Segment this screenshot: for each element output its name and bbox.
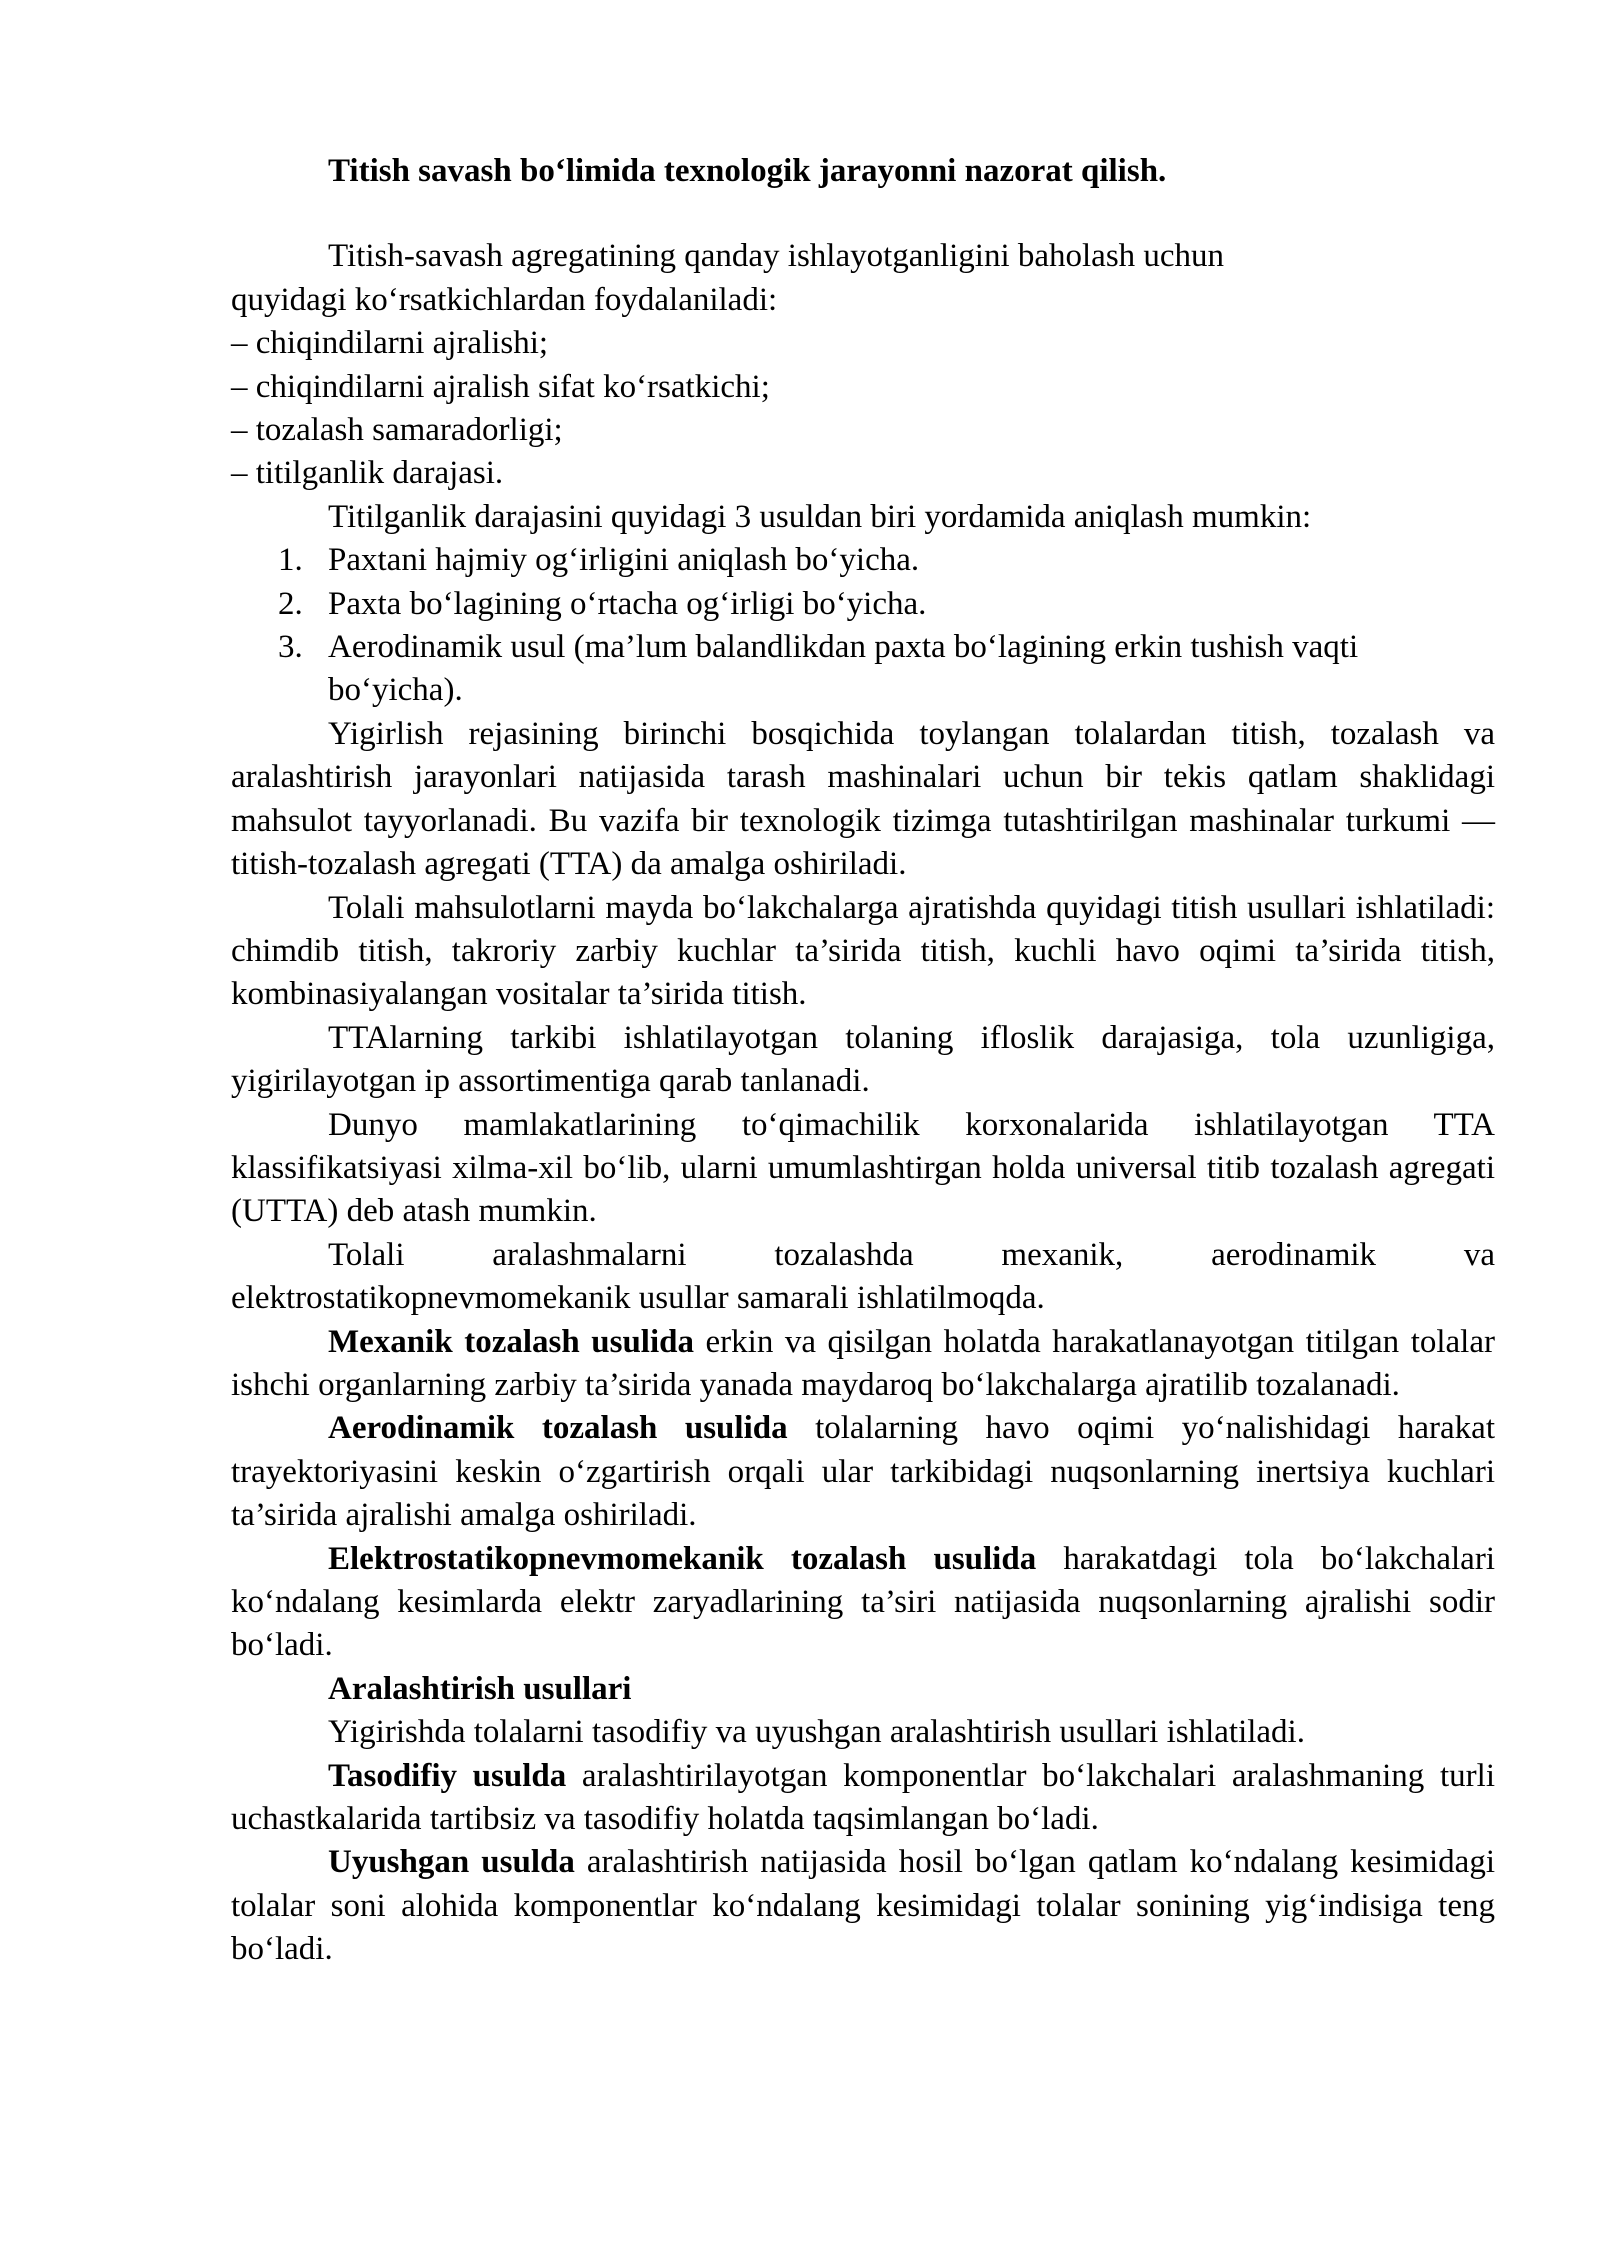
paragraph-electrostatic-cleaning <box>231 1538 1495 1668</box>
text-organized: aralashtirish natijasida hosil bo‘lgan qatlam ko‘ndalang kesimidagi tolalar soni alohida komponentlar ko‘ndalang kesimidagi tolalar sonining yig‘indisiga teng bo‘ladi. <box>231 1844 1495 1968</box>
text-mechanical: erkin va qisilgan holatda harakatlanayotgan titilgan tolalar ishchi organlarning zarbiy ta’sirida yanada maydaroq bo‘lakchalarga ajratilib tozalanadi. <box>231 1323 1495 1403</box>
method-number: 1. <box>278 542 303 579</box>
method-item <box>278 539 1495 582</box>
text-electrostatic: harakatdagi tola bo‘lakchalari ko‘ndalang kesimlarda elektr zaryadlarining ta’siri natijasida nuqsonlarning ajralishi sodir bo‘ladi. <box>231 1540 1495 1664</box>
text-random: aralashtirilayotgan komponentlar bo‘lakchalari aralashmaning turli uchastkalarida tartibsiz va tasodifiy holatda taqsimlangan bo‘ladi. <box>231 1757 1495 1838</box>
indicator-item: – tozalash samaradorligi; <box>231 412 563 449</box>
method-text: Paxta bo‘lagining o‘rtacha og‘irligi bo‘yicha. <box>328 585 927 622</box>
paragraph-spinning-plan: Yigirlish rejasining birinchi bosqichida toylangan tolalardan titish, tozalash va aralashtirish jarayonlari natijasida tarash mashinalari uchun bir tekis qatlam shaklidagi mahsulot tayyorlanadi. Bu vazifa bir texnologik tizimga tutashtirilgan mashinalar turkumi — titish-tozalash agregati (TTA) da amalga oshiriladi. <box>231 715 1495 883</box>
subheading-text: Aralashtirish usullari <box>328 1670 632 1707</box>
paragraph-tta-classification: Dunyo mamlakatlarining to‘qimachilik korxonalarida ishlatilayotgan TTA klassifikatsiyasi xilma-xil bo‘lib, ularni umumlashtirgan holda universal titib tozalash agregati (UTTA) deb atash mumkin. <box>231 1106 1495 1230</box>
paragraph-tta-composition: TTAlarning tarkibi ishlatilayotgan tolaning ifloslik darajasiga, tola uzunligiga, yigirilayotgan ip assortimentiga qarab tanlanadi. <box>231 1019 1495 1100</box>
methods-intro: Titilganlik darajasini quyidagi 3 usuldan biri yordamida aniqlash mumkin: <box>328 498 1312 535</box>
intro-line-2: quyidagi ko‘rsatkichlardan foydalaniladi: <box>231 281 778 318</box>
method-item <box>278 626 1495 713</box>
document-page <box>231 150 1495 1972</box>
term-organized: Uyushgan usulda <box>328 1844 575 1881</box>
document-title: Titish savash bo‘limida texnologik jarayonni nazorat qilish. <box>328 153 1167 189</box>
methods-list <box>231 539 1495 713</box>
term-mechanical: Mexanik tozalash usulida <box>328 1323 694 1360</box>
subheading-mixing-methods <box>231 1668 1495 1711</box>
paragraph-organized-mixing <box>231 1841 1495 1971</box>
paragraph-mixing-intro: Yigirishda tolalarni tasodifiy va uyushgan aralashtirish usullari ishlatiladi. <box>328 1714 1305 1751</box>
term-aerodynamic: Aerodinamik tozalash usulida <box>328 1410 788 1447</box>
paragraph-opening-methods: Tolali mahsulotlarni mayda bo‘lakchalarga ajratishda quyidagi titish usullari ishlatiladi: chimdib titish, takroriy zarbiy kuchlar ta’sirida titish, kuchli havo oqimi ta’sirida titish, kombinasiyalangan vositalar ta’sirida titish. <box>231 889 1495 1013</box>
method-item <box>278 583 1495 626</box>
intro-line-1: Titish-savash agregatining qanday ishlayotganligini baholash uchun <box>328 238 1225 275</box>
term-electrostatic: Elektrostatikopnevmomekanik tozalash usulida <box>328 1540 1037 1577</box>
paragraph-aerodynamic-cleaning <box>231 1407 1495 1537</box>
indicator-item: – chiqindilarni ajralishi; <box>231 325 549 362</box>
method-text: Aerodinamik usul (ma’lum balandlikdan paxta bo‘lagining erkin tushish vaqti bo‘yicha). <box>328 629 1359 709</box>
indicator-item: – titilganlik darajasi. <box>231 455 504 492</box>
paragraph-cleaning-methods-line2: elektrostatikopnevmomekanik usullar samarali ishlatilmoqda. <box>231 1280 1045 1317</box>
indicator-item: – chiqindilarni ajralish sifat ko‘rsatkichi; <box>231 368 770 405</box>
method-text: Paxtani hajmiy og‘irligini aniqlash bo‘yicha. <box>328 542 920 579</box>
method-number: 3. <box>278 629 303 666</box>
paragraph-random-mixing <box>231 1755 1495 1842</box>
paragraph-cleaning-methods-line1: Tolali aralashmalarni tozalashda mexanik, aerodinamik va <box>328 1236 1495 1273</box>
text-aerodynamic: tolalarning havo oqimi yo‘nalishidagi harakat trayektoriyasini keskin o‘zgartirish orqali ular tarkibidagi nuqsonlarning inertsiya kuchlari ta’sirida ajralishi amalga oshiriladi. <box>231 1410 1495 1534</box>
method-number: 2. <box>278 585 303 622</box>
indicator-list <box>231 322 1495 496</box>
paragraph-mechanical-cleaning <box>231 1321 1495 1408</box>
term-random: Tasodifiy usulda <box>328 1757 567 1794</box>
